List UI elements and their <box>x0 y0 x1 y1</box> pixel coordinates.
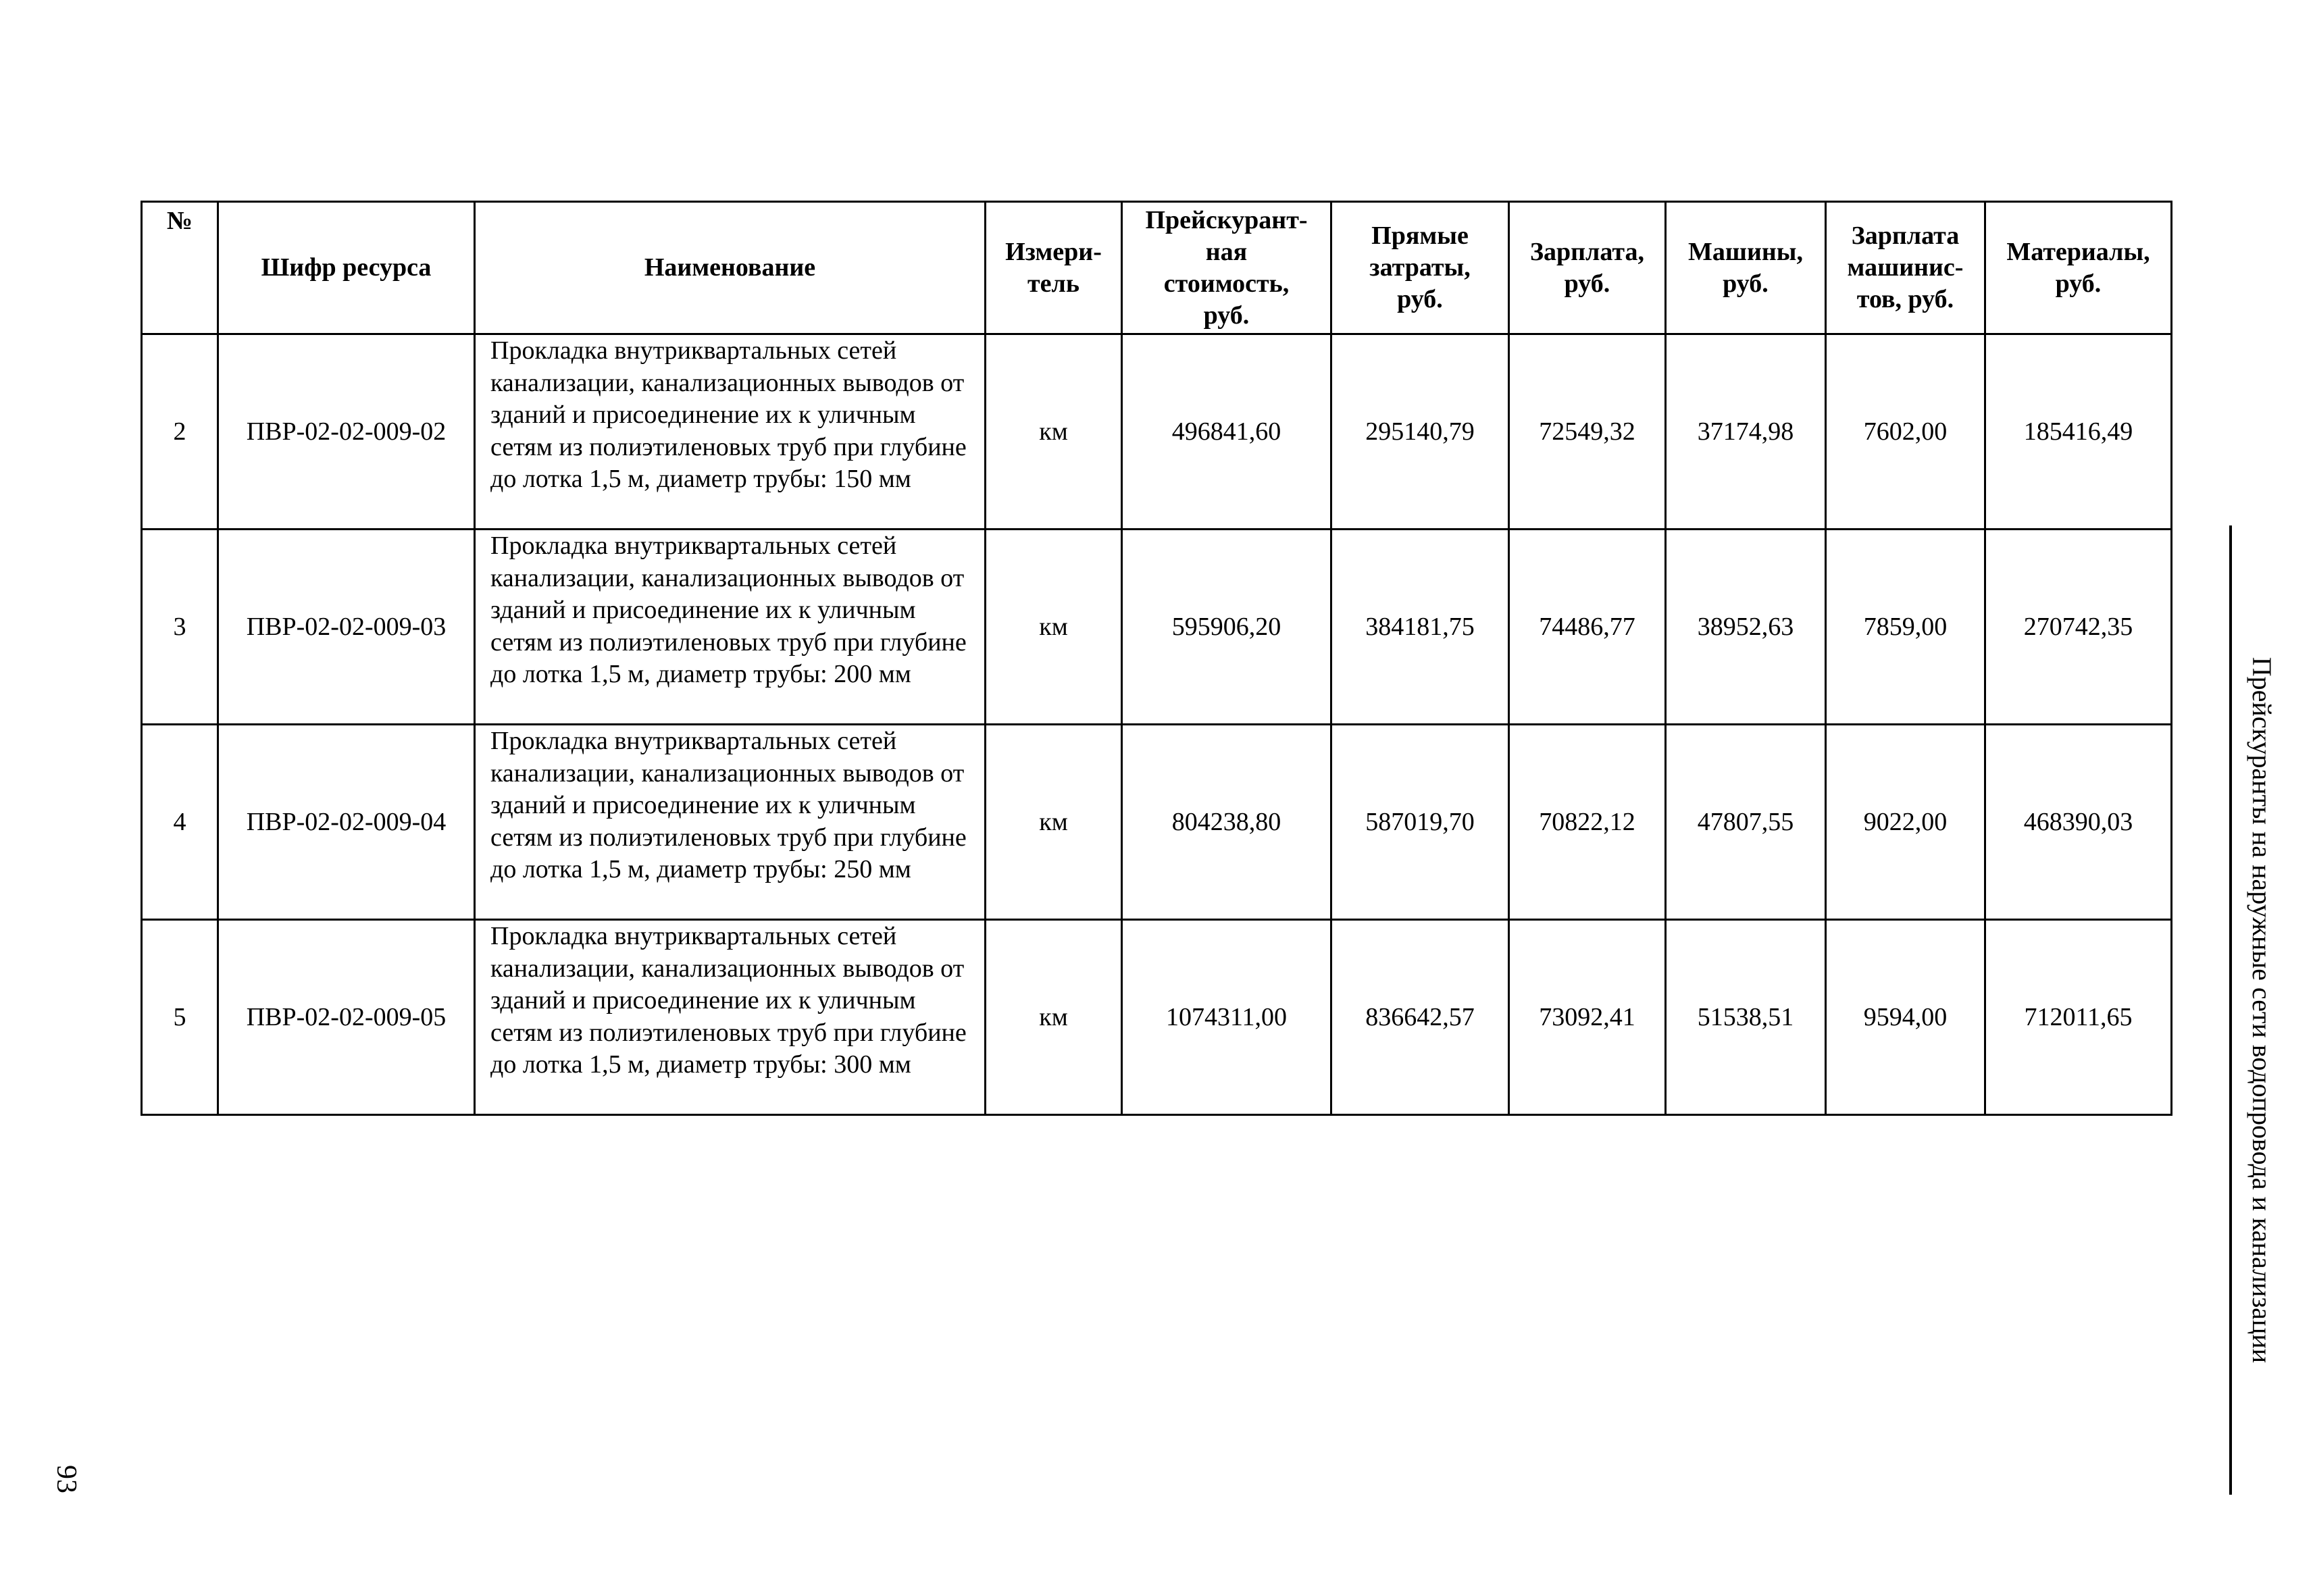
price-table <box>141 201 2172 1116</box>
header-direct: Прямые затраты, руб. <box>1331 202 1509 334</box>
cell-unit: км <box>986 920 1122 1115</box>
header-salary: Зарплата, руб. <box>1509 202 1666 334</box>
header-operators: Зарплата машинис- тов, руб. <box>1826 202 1985 334</box>
cell-machines: 37174,98 <box>1666 334 1826 530</box>
page-number: 93 <box>51 1465 82 1493</box>
header-name: Наименование <box>475 202 986 334</box>
table-row <box>142 725 2172 920</box>
cell-unit: км <box>986 530 1122 725</box>
cell-num: 5 <box>142 920 218 1115</box>
cell-salary: 74486,77 <box>1509 530 1666 725</box>
cell-materials: 270742,35 <box>1985 530 2172 725</box>
cell-materials: 468390,03 <box>1985 725 2172 920</box>
cell-name: Прокладка внутриквартальных сетей канализации, канализационных выводов от зданий и присоединение их к уличным сетям из полиэтиленовых труб при глубине до лотка 1,5 м, диаметр трубы: 300 мм <box>475 920 986 1115</box>
header-machines: Машины, руб. <box>1666 202 1826 334</box>
cell-operators: 7602,00 <box>1826 334 1985 530</box>
cell-salary: 70822,12 <box>1509 725 1666 920</box>
cell-operators: 9022,00 <box>1826 725 1985 920</box>
cell-direct: 384181,75 <box>1331 530 1509 725</box>
cell-salary: 73092,41 <box>1509 920 1666 1115</box>
cell-num: 2 <box>142 334 218 530</box>
cell-name: Прокладка внутриквартальных сетей канализации, канализационных выводов от зданий и присоединение их к уличным сетям из полиэтиленовых труб при глубине до лотка 1,5 м, диаметр трубы: 150 мм <box>475 334 986 530</box>
cell-code: ПВР-02-02-009-04 <box>218 725 475 920</box>
cell-price: 496841,60 <box>1122 334 1331 530</box>
cell-code: ПВР-02-02-009-05 <box>218 920 475 1115</box>
cell-name: Прокладка внутриквартальных сетей канализации, канализационных выводов от зданий и присоединение их к уличным сетям из полиэтиленовых труб при глубине до лотка 1,5 м, диаметр трубы: 200 мм <box>475 530 986 725</box>
cell-materials: 185416,49 <box>1985 334 2172 530</box>
cell-code: ПВР-02-02-009-02 <box>218 334 475 530</box>
cell-direct: 836642,57 <box>1331 920 1509 1115</box>
header-row <box>142 202 2172 334</box>
side-title-text: Прейскуранты на наружные сети водопровода и канализации <box>2247 657 2277 1364</box>
table-row <box>142 920 2172 1115</box>
cell-price: 1074311,00 <box>1122 920 1331 1115</box>
cell-num: 4 <box>142 725 218 920</box>
cell-direct: 295140,79 <box>1331 334 1509 530</box>
cell-operators: 9594,00 <box>1826 920 1985 1115</box>
cell-unit: км <box>986 334 1122 530</box>
cell-num: 3 <box>142 530 218 725</box>
cell-unit: км <box>986 725 1122 920</box>
table-row <box>142 334 2172 530</box>
header-materials: Материалы, руб. <box>1985 202 2172 334</box>
cell-name: Прокладка внутриквартальных сетей канализации, канализационных выводов от зданий и присоединение их к уличным сетям из полиэтиленовых труб при глубине до лотка 1,5 м, диаметр трубы: 250 мм <box>475 725 986 920</box>
cell-salary: 72549,32 <box>1509 334 1666 530</box>
table-row <box>142 530 2172 725</box>
header-num: № <box>142 202 218 334</box>
cell-direct: 587019,70 <box>1331 725 1509 920</box>
cell-price: 595906,20 <box>1122 530 1331 725</box>
cell-operators: 7859,00 <box>1826 530 1985 725</box>
cell-machines: 38952,63 <box>1666 530 1826 725</box>
cell-machines: 51538,51 <box>1666 920 1826 1115</box>
header-price: Прейскурант- ная стоимость, руб. <box>1122 202 1331 334</box>
cell-price: 804238,80 <box>1122 725 1331 920</box>
side-title <box>2229 525 2277 1495</box>
cell-machines: 47807,55 <box>1666 725 1826 920</box>
cell-code: ПВР-02-02-009-03 <box>218 530 475 725</box>
header-code: Шифр ресурса <box>218 202 475 334</box>
cell-materials: 712011,65 <box>1985 920 2172 1115</box>
header-unit: Измери- тель <box>986 202 1122 334</box>
